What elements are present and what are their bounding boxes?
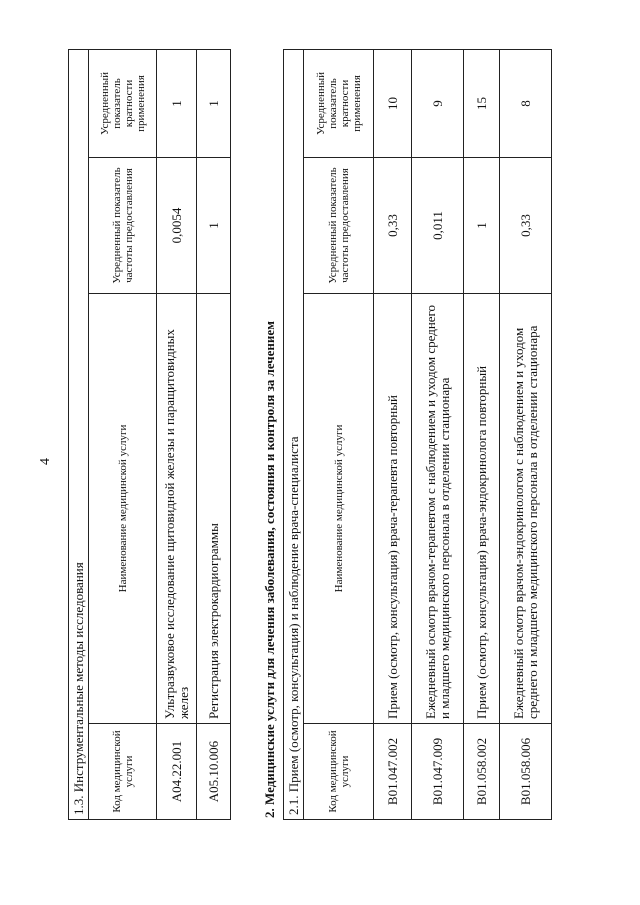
table-header-row	[89, 49, 157, 819]
multiplicity-value: 1	[197, 49, 231, 157]
service-code: A04.22.001	[157, 724, 197, 820]
instrumental-methods-table	[68, 49, 231, 820]
service-name: Ультразвуковое исследование щитовидной железы и паращитовидных желез	[157, 294, 197, 724]
section-title: 1.3. Инструментальные методы исследования	[69, 49, 89, 819]
service-name: Ежедневный осмотр врачом-терапевтом с наблюдением и уходом среднего и младшего медицинского персонала в отделении стационара	[412, 294, 464, 724]
service-code: B01.058.002	[464, 724, 500, 820]
service-code: B01.058.006	[500, 724, 552, 820]
frequency-value: 0,33	[374, 158, 412, 294]
table-row	[197, 49, 231, 819]
multiplicity-value: 15	[464, 49, 500, 157]
table-section-row	[69, 49, 89, 819]
service-code: B01.047.002	[374, 724, 412, 820]
table-section-row	[284, 49, 304, 819]
page-number: 4	[38, 458, 53, 465]
table-row	[500, 49, 552, 819]
service-code: A05.10.006	[197, 724, 231, 820]
frequency-value: 0,011	[412, 158, 464, 294]
service-name: Регистрация электрокардиограммы	[197, 294, 231, 724]
header-code: Код медицинской услуги	[304, 724, 374, 820]
header-name: Наименование медицинской услуги	[304, 294, 374, 724]
section-title: 2.1. Прием (осмотр, консультация) и наблюдение врача-специалиста	[284, 49, 304, 819]
multiplicity-value: 8	[500, 49, 552, 157]
rotated-frame	[36, 40, 611, 860]
frequency-value: 1	[197, 158, 231, 294]
table-row	[157, 49, 197, 819]
header-name: Наименование медицинской услуги	[89, 294, 157, 724]
landscape-content	[36, 40, 611, 860]
section-heading: 2. Медицинские услуги для лечения заболевания, состояния и контроля за лечением	[262, 320, 277, 818]
service-name: Прием (осмотр, консультация) врача-эндокринолога повторный	[464, 294, 500, 724]
table-row	[412, 49, 464, 819]
service-code: B01.047.009	[412, 724, 464, 820]
service-name: Прием (осмотр, консультация) врача-терапевта повторный	[374, 294, 412, 724]
frequency-value: 0,33	[500, 158, 552, 294]
service-name: Ежедневный осмотр врачом-эндокринологом с наблюдением и уходом среднего и младшего медицинского персонала в отделении стационара	[500, 294, 552, 724]
header-code: Код медицинской услуги	[89, 724, 157, 820]
table-row	[374, 49, 412, 819]
header-frequency: Усредненный показатель частоты предоставления	[304, 158, 374, 294]
multiplicity-value: 10	[374, 49, 412, 157]
header-frequency: Усредненный показатель частоты предоставления	[89, 158, 157, 294]
table-header-row	[304, 49, 374, 819]
table-row	[464, 49, 500, 819]
frequency-value: 0,0054	[157, 158, 197, 294]
header-multiplicity: Усредненный показатель кратности применения	[304, 49, 374, 157]
multiplicity-value: 9	[412, 49, 464, 157]
specialist-consultation-table	[283, 49, 552, 820]
header-multiplicity: Усредненный показатель кратности применения	[89, 49, 157, 157]
frequency-value: 1	[464, 158, 500, 294]
multiplicity-value: 1	[157, 49, 197, 157]
